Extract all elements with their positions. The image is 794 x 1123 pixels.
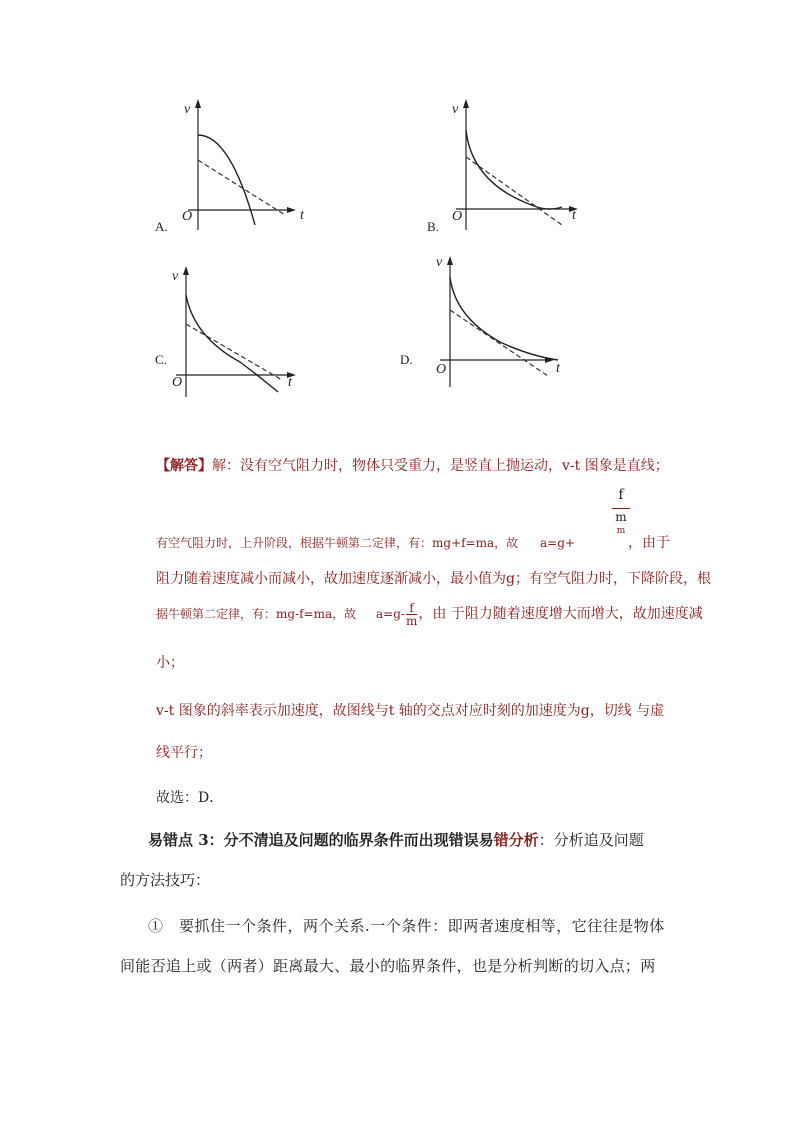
formula-2-fraction — [406, 602, 417, 627]
section-heading — [148, 829, 644, 850]
graph-c-label: C. — [155, 352, 167, 367]
formula-1-prefix: a=g+ — [539, 536, 575, 550]
answer-tag: 【解答】 — [156, 458, 212, 474]
section-heading-a: 易错点 3：分不清追及问题的临界条件而出现错误易 — [148, 831, 494, 849]
section-heading-red: 错分析 — [493, 831, 539, 849]
formula-2-prefix: a=g- — [375, 607, 405, 621]
graph-d — [400, 252, 570, 392]
graph-b-t: t — [572, 208, 576, 223]
graph-b-label: B. — [427, 219, 439, 234]
answer-line-2-a: 有空气阻力时，上升阶段，根据牛顿第二定律，有：mg+f=ma，故 — [156, 536, 519, 550]
graph-a-label: A. — [155, 219, 168, 234]
graph-d-label: D. — [400, 352, 413, 367]
formula-1-fraction — [612, 488, 630, 536]
answer-line-5: 小； — [156, 655, 184, 671]
answer-line-4 — [156, 602, 703, 627]
graph-a — [150, 95, 310, 235]
graph-c — [150, 262, 310, 402]
section-heading-line-2: 的方法技巧： — [120, 871, 211, 889]
answer-line-7: 线平行； — [156, 745, 212, 761]
answer-line-2-b: ，由于 — [628, 535, 670, 551]
graph-c-v: v — [172, 269, 179, 284]
item-1-line-2: 间能否追上或（两者）距离最大、最小的临界条件，也是分析判断的切入点；两 — [120, 957, 656, 975]
graph-a-v: v — [184, 102, 191, 117]
answer-line-4-a: 据牛顿第二定律，有：mg-f=ma，故 — [156, 607, 357, 621]
graph-c-t: t — [288, 375, 292, 390]
section-heading-b: ：分析追及问题 — [538, 831, 644, 849]
answer-line-2-end — [628, 532, 670, 552]
answer-line-6: v-t 图象的斜率表示加速度，故图线与t 轴的交点对应时刻的加速度为g，切线 与虚 — [156, 703, 665, 719]
item-1-line-1: ① 要抓住一个条件，两个关系.一个条件：即两者速度相等，它往往是物体 — [148, 917, 665, 935]
answer-line-8: 故选：D． — [156, 790, 224, 806]
graph-d-t: t — [556, 361, 560, 376]
answer-line-1-text: 解：没有空气阻力时，物体只受重力，是竖直上抛运动，v-t 图象是直线； — [212, 458, 669, 474]
graph-b-v: v — [452, 102, 459, 117]
answer-line-3: 阻力随着速度减小而减小，故加速度逐渐减小，最小值为g；有空气阻力时，下降阶段，根 — [156, 571, 711, 587]
graph-c-o: O — [172, 375, 183, 390]
formula-1-den2: m — [616, 526, 626, 536]
answer-line-2 — [156, 534, 575, 551]
graph-a-o: O — [182, 209, 193, 224]
answer-line-1 — [156, 455, 669, 475]
formula-1-den: m — [615, 510, 627, 524]
graph-d-o: O — [436, 362, 447, 377]
graph-b — [422, 95, 592, 235]
graph-d-v: v — [436, 255, 443, 270]
formula-2-num: f — [406, 602, 417, 615]
formula-1-num: f — [618, 487, 624, 503]
formula-2-den: m — [405, 614, 418, 628]
answer-line-4-b: ，由 于阻力随着速度增大而增大，故加速度减 — [418, 606, 703, 622]
graph-b-o: O — [452, 209, 463, 224]
graph-a-t: t — [300, 208, 304, 223]
